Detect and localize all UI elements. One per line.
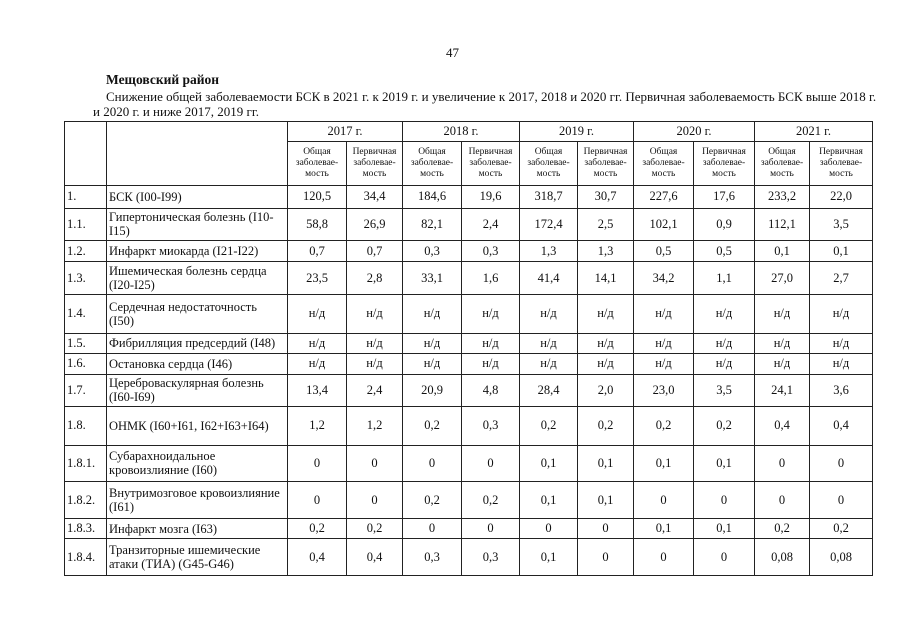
row-name-cell: Транзиторные ишемические атаки (ТИА) (G45-G46)	[107, 539, 288, 576]
value-cell: н/д	[347, 294, 403, 333]
value-cell: 172,4	[520, 208, 578, 240]
table-row	[65, 262, 873, 294]
value-cell: н/д	[462, 333, 520, 353]
value-cell: 0,5	[694, 240, 755, 262]
value-cell: 2,4	[462, 208, 520, 240]
value-cell: 0,1	[694, 445, 755, 482]
row-name-cell: Субарахноидальное кровоизлияние (I60)	[107, 445, 288, 482]
value-cell: 0	[520, 518, 578, 538]
value-cell: 28,4	[520, 374, 578, 406]
value-cell: 0	[403, 518, 462, 538]
value-cell: 0,2	[288, 518, 347, 538]
row-number-cell: 1.8.3.	[65, 518, 107, 538]
value-cell: 0,9	[694, 208, 755, 240]
value-cell: 0	[578, 539, 634, 576]
value-cell: н/д	[288, 333, 347, 353]
table-row	[65, 186, 873, 209]
value-cell: н/д	[634, 354, 694, 374]
value-cell: н/д	[520, 354, 578, 374]
value-cell: 1,3	[578, 240, 634, 262]
value-cell: 2,8	[347, 262, 403, 294]
value-cell: 0,1	[810, 240, 873, 262]
value-cell: н/д	[810, 294, 873, 333]
value-cell: 26,9	[347, 208, 403, 240]
value-cell: 2,4	[347, 374, 403, 406]
value-cell: 0,3	[403, 539, 462, 576]
row-number-cell: 1.6.	[65, 354, 107, 374]
value-cell: 184,6	[403, 186, 462, 209]
value-cell: 0,4	[755, 406, 810, 445]
row-name-cell: ОНМК (I60+I61, I62+I63+I64)	[107, 406, 288, 445]
value-cell: 0,2	[634, 406, 694, 445]
value-cell: н/д	[462, 354, 520, 374]
value-cell: 0	[462, 518, 520, 538]
value-cell: 102,1	[634, 208, 694, 240]
value-cell: 1,3	[520, 240, 578, 262]
value-cell: 0	[755, 445, 810, 482]
value-cell: 14,1	[578, 262, 634, 294]
value-cell: н/д	[578, 294, 634, 333]
value-cell: 22,0	[810, 186, 873, 209]
value-cell: 0	[755, 482, 810, 519]
row-number-cell: 1.8.1.	[65, 445, 107, 482]
subheader-primary: Первичная заболевае-мость	[462, 142, 520, 186]
value-cell: 2,0	[578, 374, 634, 406]
value-cell: 233,2	[755, 186, 810, 209]
value-cell: 0,1	[694, 518, 755, 538]
value-cell: 0	[288, 445, 347, 482]
incidence-table	[64, 121, 873, 576]
value-cell: 23,5	[288, 262, 347, 294]
value-cell: 0	[634, 482, 694, 519]
value-cell: н/д	[578, 354, 634, 374]
year-header-row	[65, 122, 873, 142]
value-cell: 0,08	[755, 539, 810, 576]
value-cell: 1,1	[694, 262, 755, 294]
value-cell: 0,7	[288, 240, 347, 262]
value-cell: 0,7	[347, 240, 403, 262]
page-number: 47	[446, 45, 459, 60]
row-name-cell: Ишемическая болезнь сердца (I20-I25)	[107, 262, 288, 294]
value-cell: 0,2	[578, 406, 634, 445]
year-header: 2019 г.	[520, 122, 634, 142]
value-cell: 0,4	[347, 539, 403, 576]
subheader-total: Общая заболевае-мость	[403, 142, 462, 186]
value-cell: 82,1	[403, 208, 462, 240]
table-row	[65, 445, 873, 482]
value-cell: 0,2	[462, 482, 520, 519]
row-name-cell: БСК (I00-I99)	[107, 186, 288, 209]
value-cell: 0,2	[403, 482, 462, 519]
value-cell: н/д	[694, 333, 755, 353]
value-cell: 0,2	[810, 518, 873, 538]
value-cell: 19,6	[462, 186, 520, 209]
value-cell: 27,0	[755, 262, 810, 294]
row-name-cell: Остановка сердца (I46)	[107, 354, 288, 374]
row-name-cell: Сердечная недостаточность (I50)	[107, 294, 288, 333]
value-cell: н/д	[755, 354, 810, 374]
value-cell: 0,1	[520, 482, 578, 519]
table-row	[65, 294, 873, 333]
value-cell: 0	[347, 482, 403, 519]
value-cell: н/д	[288, 354, 347, 374]
summary-paragraph: Снижение общей заболеваемости БСК в 2021 г. к 2019 г. и увеличение к 2017, 2018 и 2020 гг. Первичная заболеваемость БСК выше 2018 г. и 2020 г. и ниже 2017, 2019 гг.	[93, 89, 877, 119]
value-cell: 17,6	[694, 186, 755, 209]
value-cell: 0,2	[694, 406, 755, 445]
row-number-cell: 1.7.	[65, 374, 107, 406]
value-cell: н/д	[288, 294, 347, 333]
subheader-primary: Первичная заболевае-мость	[694, 142, 755, 186]
value-cell: 0,3	[462, 406, 520, 445]
table-row	[65, 374, 873, 406]
value-cell: 0,2	[755, 518, 810, 538]
value-cell: 34,4	[347, 186, 403, 209]
value-cell: н/д	[347, 354, 403, 374]
value-cell: н/д	[520, 294, 578, 333]
value-cell: 4,8	[462, 374, 520, 406]
value-cell: 0,1	[520, 539, 578, 576]
subheader-primary: Первичная заболевае-мость	[578, 142, 634, 186]
value-cell: 3,5	[694, 374, 755, 406]
row-number-cell: 1.5.	[65, 333, 107, 353]
value-cell: н/д	[634, 294, 694, 333]
table-body	[65, 186, 873, 576]
row-name-cell: Инфаркт миокарда (I21-I22)	[107, 240, 288, 262]
value-cell: н/д	[347, 333, 403, 353]
value-cell: 2,5	[578, 208, 634, 240]
row-number-cell: 1.8.	[65, 406, 107, 445]
row-name-cell: Фибрилляция предсердий (I48)	[107, 333, 288, 353]
district-heading: Мещовский район	[106, 72, 220, 87]
value-cell: 0,1	[634, 518, 694, 538]
row-number-cell: 1.1.	[65, 208, 107, 240]
value-cell: 20,9	[403, 374, 462, 406]
value-cell: 0,1	[520, 445, 578, 482]
year-header: 2018 г.	[403, 122, 520, 142]
value-cell: 0	[462, 445, 520, 482]
table-row	[65, 539, 873, 576]
subheader-total: Общая заболевае-мость	[755, 142, 810, 186]
table-row	[65, 333, 873, 353]
value-cell: 0,2	[403, 406, 462, 445]
value-cell: 34,2	[634, 262, 694, 294]
value-cell: н/д	[403, 333, 462, 353]
value-cell: 1,2	[288, 406, 347, 445]
value-cell: н/д	[694, 354, 755, 374]
value-cell: 0,3	[462, 539, 520, 576]
value-cell: 0,5	[634, 240, 694, 262]
subheader-primary: Первичная заболевае-мость	[347, 142, 403, 186]
subheader-total: Общая заболевае-мость	[634, 142, 694, 186]
row-number-cell: 1.8.2.	[65, 482, 107, 519]
value-cell: 0,1	[578, 482, 634, 519]
value-cell: 0,4	[288, 539, 347, 576]
value-cell: 0,3	[403, 240, 462, 262]
year-header: 2021 г.	[755, 122, 873, 142]
value-cell: 24,1	[755, 374, 810, 406]
value-cell: 0	[288, 482, 347, 519]
value-cell: н/д	[520, 333, 578, 353]
value-cell: 33,1	[403, 262, 462, 294]
value-cell: 0,1	[755, 240, 810, 262]
value-cell: н/д	[694, 294, 755, 333]
value-cell: 0,1	[578, 445, 634, 482]
value-cell: 120,5	[288, 186, 347, 209]
value-cell: н/д	[634, 333, 694, 353]
table-row	[65, 240, 873, 262]
value-cell: 0	[634, 539, 694, 576]
table-row	[65, 406, 873, 445]
subheader-total: Общая заболевае-мость	[520, 142, 578, 186]
value-cell: н/д	[578, 333, 634, 353]
table-row	[65, 518, 873, 538]
row-number-cell: 1.4.	[65, 294, 107, 333]
value-cell: 41,4	[520, 262, 578, 294]
table-row	[65, 354, 873, 374]
value-cell: 3,5	[810, 208, 873, 240]
value-cell: 23,0	[634, 374, 694, 406]
value-cell: 0,4	[810, 406, 873, 445]
value-cell: 58,8	[288, 208, 347, 240]
value-cell: 13,4	[288, 374, 347, 406]
value-cell: 318,7	[520, 186, 578, 209]
value-cell: 0,2	[347, 518, 403, 538]
row-name-cell: Гипертоническая болезнь (I10-I15)	[107, 208, 288, 240]
value-cell: 0	[810, 482, 873, 519]
subheader-total: Общая заболевае-мость	[288, 142, 347, 186]
value-cell: н/д	[462, 294, 520, 333]
value-cell: 3,6	[810, 374, 873, 406]
value-cell: 0,08	[810, 539, 873, 576]
value-cell: 0	[694, 482, 755, 519]
value-cell: 30,7	[578, 186, 634, 209]
value-cell: 0	[578, 518, 634, 538]
value-cell: 0,3	[462, 240, 520, 262]
row-name-cell: Внутримозговое кровоизлияние (I61)	[107, 482, 288, 519]
row-name-cell: Цереброваскулярная болезнь (I60-I69)	[107, 374, 288, 406]
row-number-cell: 1.3.	[65, 262, 107, 294]
table-row	[65, 208, 873, 240]
value-cell: 0,2	[520, 406, 578, 445]
value-cell: 0,1	[634, 445, 694, 482]
value-cell: 1,2	[347, 406, 403, 445]
value-cell: н/д	[403, 294, 462, 333]
value-cell: н/д	[403, 354, 462, 374]
value-cell: 2,7	[810, 262, 873, 294]
row-name-cell: Инфаркт мозга (I63)	[107, 518, 288, 538]
header-num-cell	[65, 122, 107, 186]
value-cell: 227,6	[634, 186, 694, 209]
row-number-cell: 1.	[65, 186, 107, 209]
row-number-cell: 1.2.	[65, 240, 107, 262]
value-cell: н/д	[810, 354, 873, 374]
value-cell: 0	[403, 445, 462, 482]
value-cell: 1,6	[462, 262, 520, 294]
row-number-cell: 1.8.4.	[65, 539, 107, 576]
header-name-cell	[107, 122, 288, 186]
year-header: 2017 г.	[288, 122, 403, 142]
value-cell: н/д	[755, 294, 810, 333]
year-header: 2020 г.	[634, 122, 755, 142]
value-cell: н/д	[810, 333, 873, 353]
value-cell: 0	[347, 445, 403, 482]
subheader-primary: Первичная заболевае-мость	[810, 142, 873, 186]
value-cell: н/д	[755, 333, 810, 353]
value-cell: 112,1	[755, 208, 810, 240]
value-cell: 0	[694, 539, 755, 576]
table-row	[65, 482, 873, 519]
value-cell: 0	[810, 445, 873, 482]
